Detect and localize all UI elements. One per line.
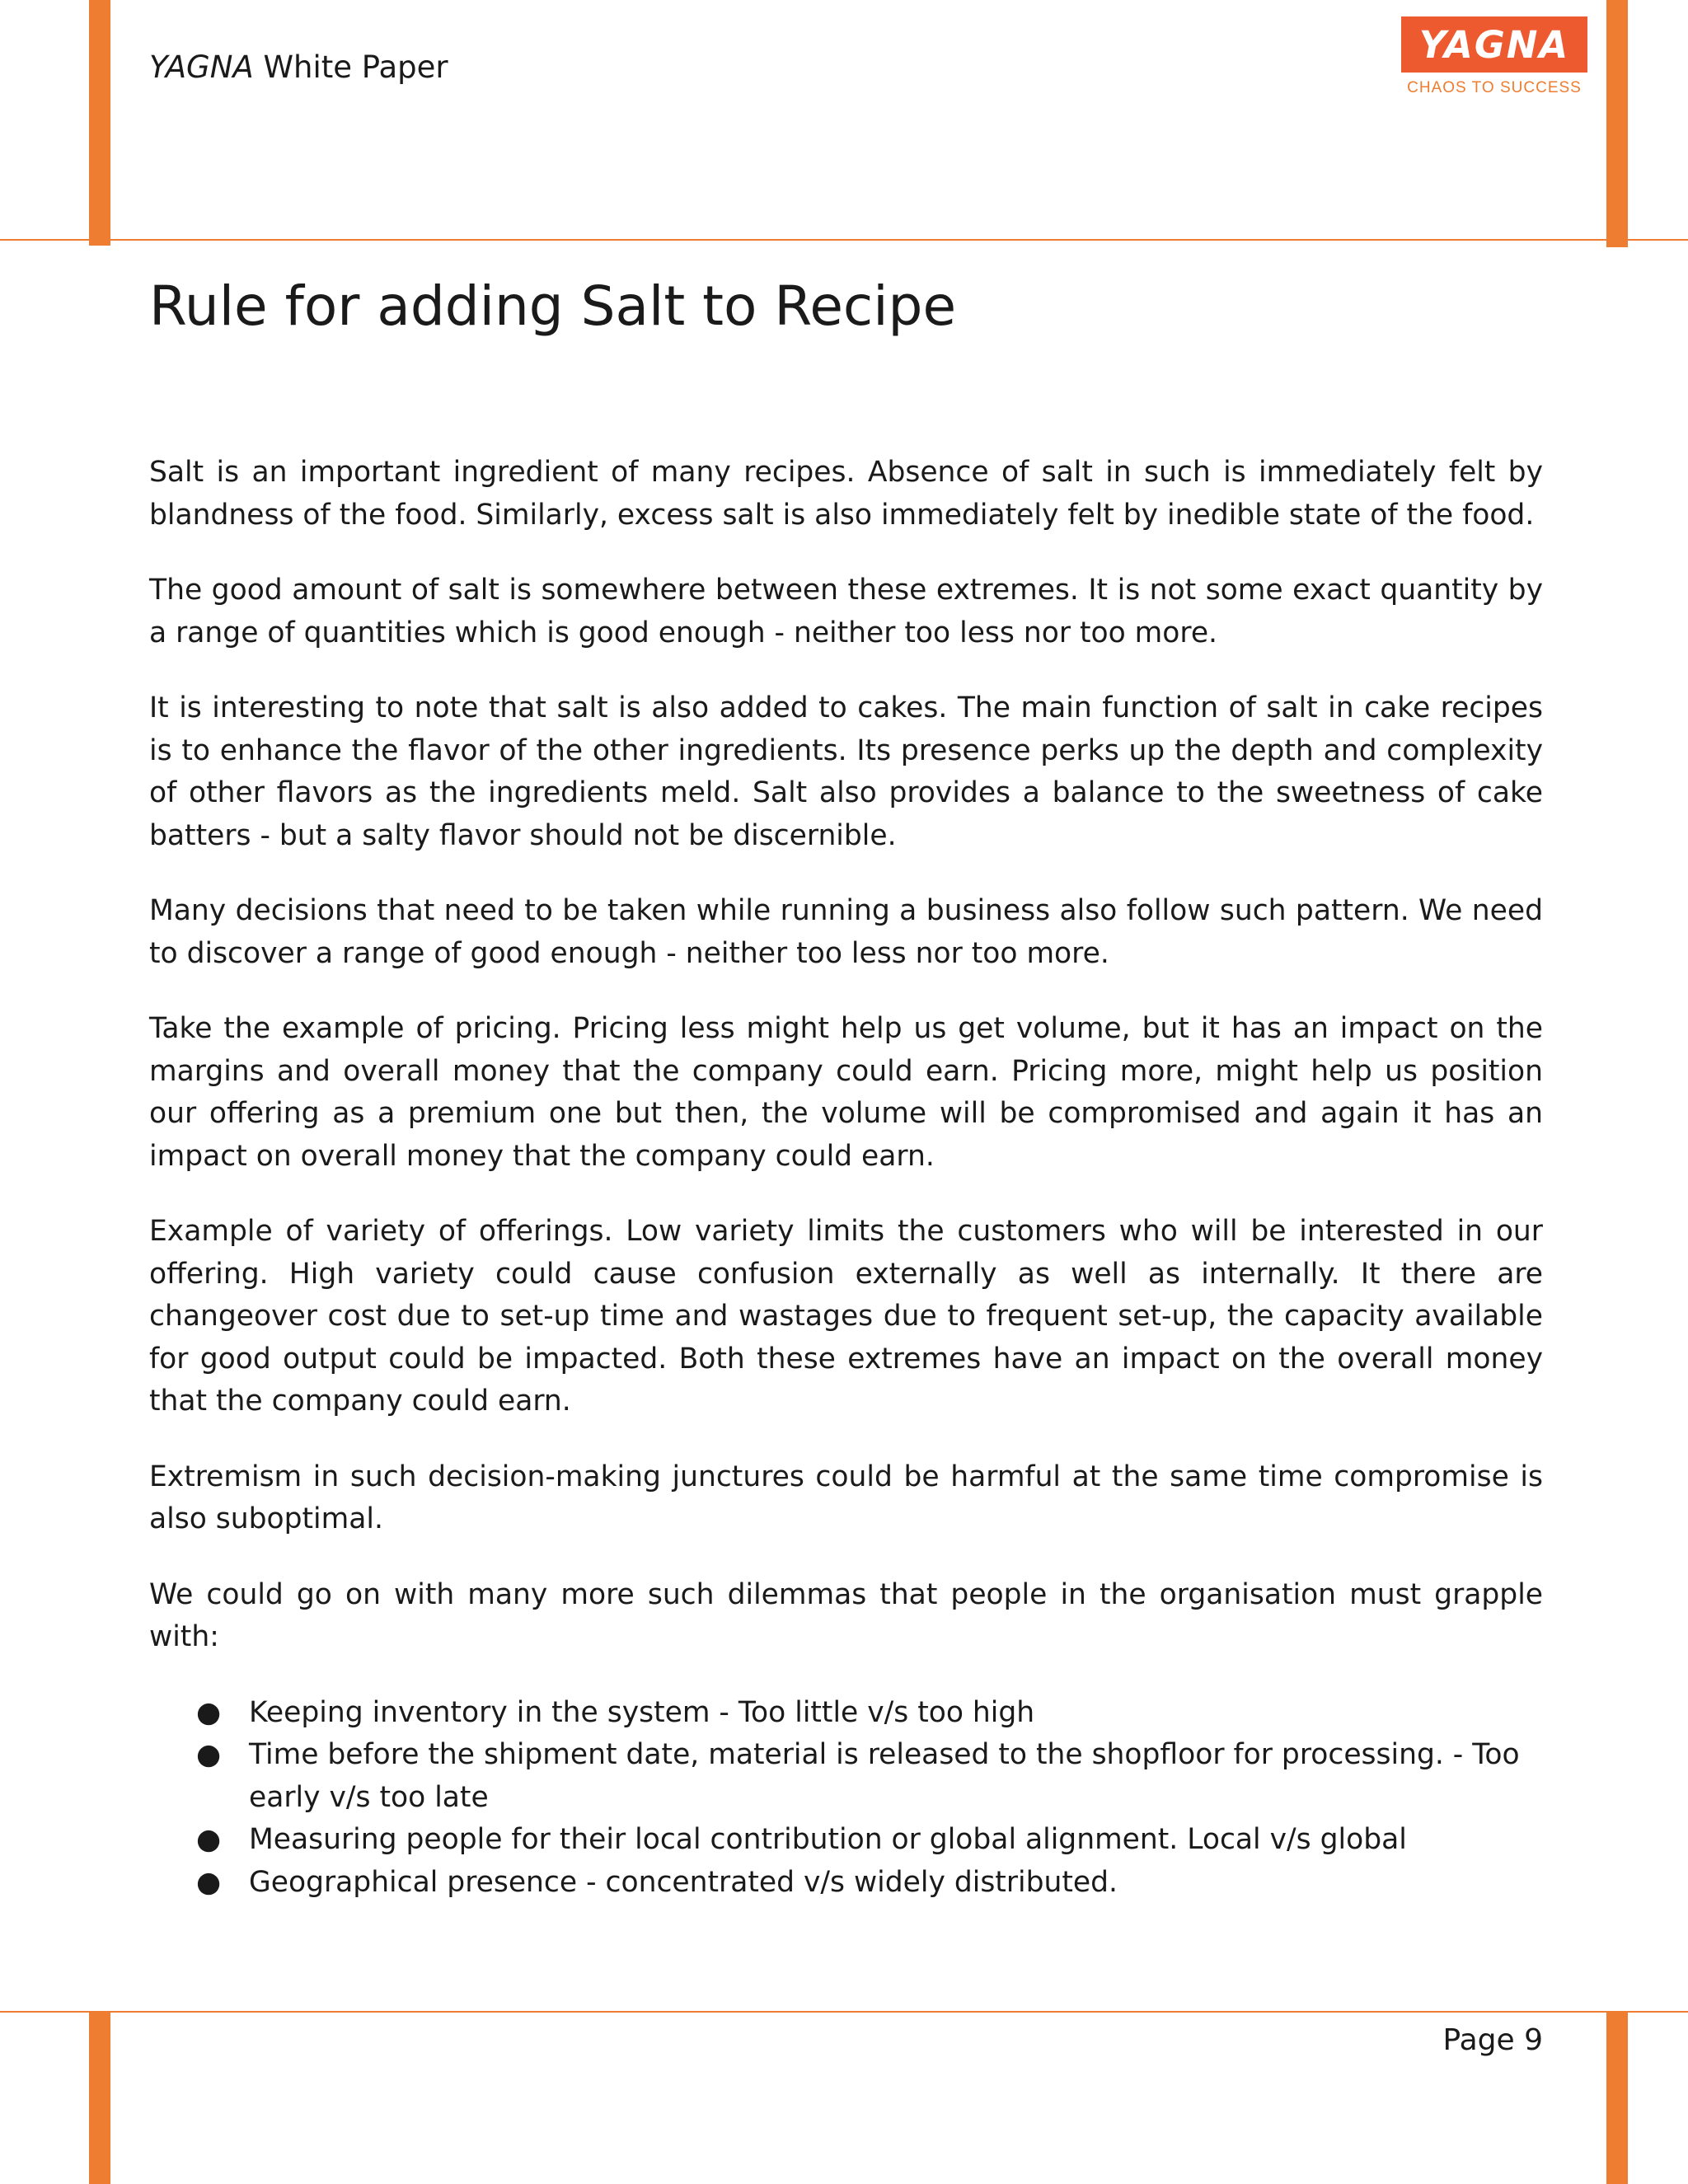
paragraph: It is interesting to note that salt is also added to cakes. The main function of salt in cake recipes is to enhance the flavor of the other ingredients. Its presence perks up the depth and complexity of other flavors as the ingredients meld. Salt also provides a balance to the sweetness of cake batters - but a salty flavor should not be discernible. <box>149 691 1543 852</box>
list-item <box>196 1734 1543 1819</box>
list-item-text: Geographical presence - concentrated v/s widely distributed. <box>249 1865 1118 1899</box>
body-content <box>149 452 1543 1904</box>
paragraph: Many decisions that need to be taken while running a business also follow such pattern. We need to discover a range of good enough - neither too less nor too more. <box>149 894 1543 970</box>
right-accent-bar-top <box>1606 0 1628 247</box>
left-accent-bar-top <box>89 0 110 246</box>
logo-wordmark: YAGNA <box>1401 16 1587 73</box>
paragraph: Example of variety of offerings. Low variety limits the customers who will be interested in our offering. High variety could cause confusion externally as well as internally. It there are changeover cost due to set-up time and wastages due to frequent set-up, the capacity available for good output could be impacted. Both these extremes have an impact on the overall money that the company could earn. <box>149 1215 1543 1418</box>
yagna-logo <box>1401 16 1587 97</box>
paragraph: Salt is an important ingredient of many recipes. Absence of salt in such is immediately felt by blandness of the food. Similarly, excess salt is also immediately felt by inedible state of the food. <box>149 456 1543 532</box>
bullet-icon: ● <box>196 1738 222 1771</box>
page-title: Rule for adding Salt to Recipe <box>149 274 957 338</box>
list-item <box>196 1862 1543 1905</box>
header-brand: YAGNA <box>149 49 254 85</box>
document-header <box>149 48 448 87</box>
list-item <box>196 1692 1543 1735</box>
list-item <box>196 1819 1543 1862</box>
paragraph: Extremism in such decision-making junctures could be harmful at the same time compromise is also suboptimal. <box>149 1460 1543 1535</box>
footer-divider <box>0 2011 1688 2013</box>
header-title-text: White Paper <box>253 49 448 85</box>
bullet-icon: ● <box>196 1865 222 1899</box>
page-number: Page 9 <box>1442 2023 1543 2057</box>
paragraph: Take the example of pricing. Pricing less might help us get volume, but it has an impact on the margins and overall money that the company could earn. Pricing more, might help us position our offering as a premium one but then, the volume will be compromised and again it has an impact on overall money that the company could earn. <box>149 1012 1543 1173</box>
header-divider <box>0 239 1688 241</box>
paragraph: We could go on with many more such dilemmas that people in the organisation must grapple with: <box>149 1577 1543 1653</box>
dilemma-list <box>149 1692 1543 1905</box>
list-item-text: Keeping inventory in the system - Too little v/s too high <box>249 1695 1035 1729</box>
list-item-text: Time before the shipment date, material is released to the shopfloor for processing. - Too early v/s too late <box>249 1738 1520 1814</box>
logo-tagline: CHAOS TO SUCCESS <box>1407 79 1582 96</box>
bullet-icon: ● <box>196 1695 222 1729</box>
paragraph: The good amount of salt is somewhere between these extremes. It is not some exact quantity by a range of quantities which is good enough - neither too less nor too more. <box>149 574 1543 649</box>
list-item-text: Measuring people for their local contribution or global alignment. Local v/s global <box>249 1823 1407 1856</box>
right-accent-bar-bottom <box>1606 2013 1628 2184</box>
left-accent-bar-bottom <box>89 2013 110 2184</box>
bullet-icon: ● <box>196 1823 222 1856</box>
